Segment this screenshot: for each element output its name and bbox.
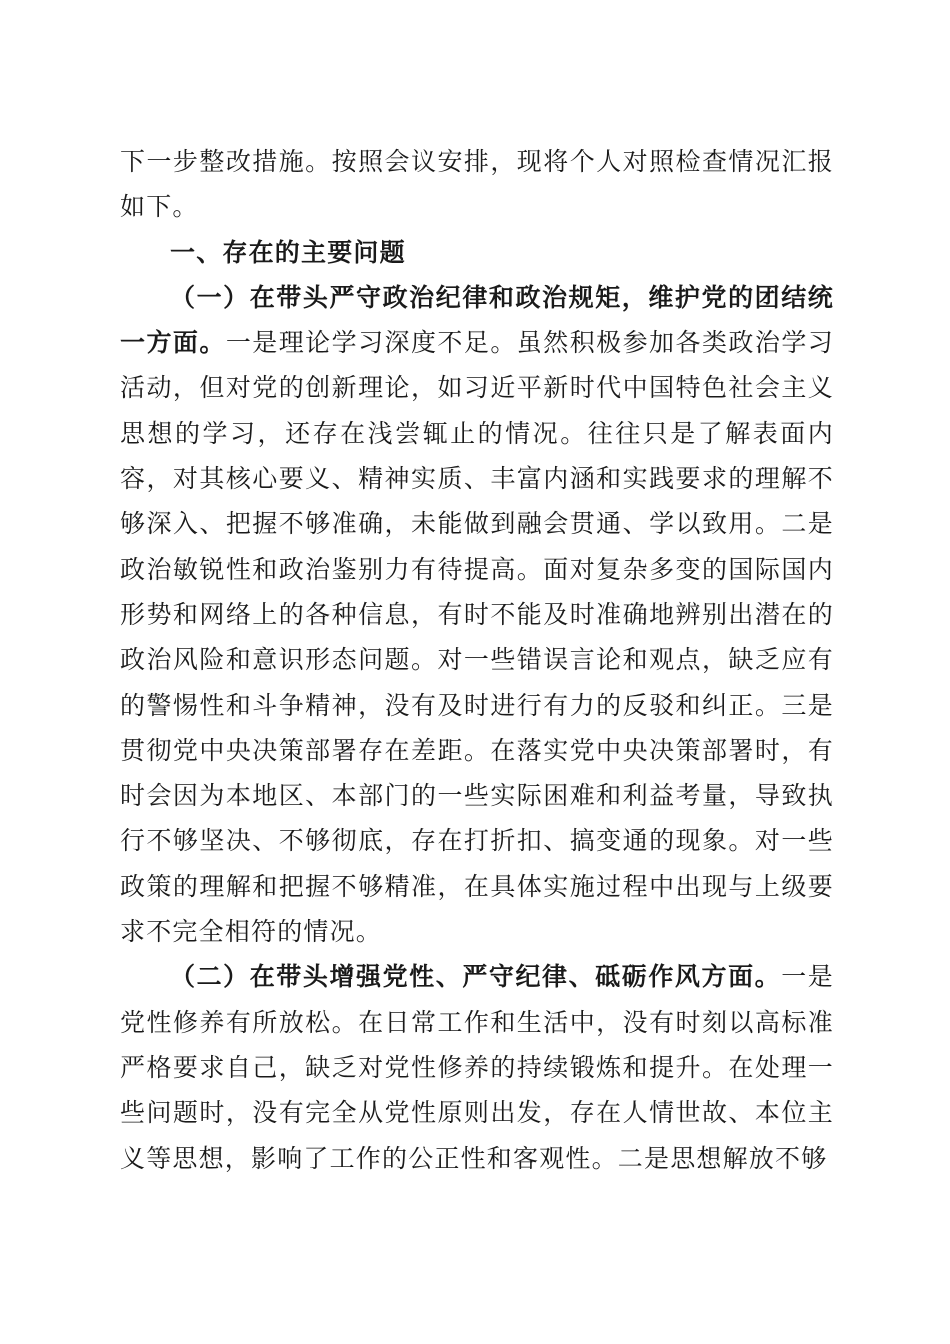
item-1-paragraph: [120, 275, 834, 954]
document-body: [120, 139, 834, 1181]
continuation-paragraph: 下一步整改措施。按照会议安排，现将个人对照检查情况汇报如下。: [120, 147, 834, 222]
section-heading-main-problems: 一、存在的主要问题: [170, 237, 406, 267]
item-2-paragraph: [120, 954, 834, 1180]
item-1-title: （一）在带头严守政治纪律和政治规矩，维护党的团结统一方面。: [120, 282, 834, 358]
item-2-body: 一是党性修养有所放松。在日常工作和生活中，没有时刻以高标准严格要求自己，缺乏对党性修养的持续锻炼和提升。在处理一些问题时，没有完全从党性原则出发，存在人情世故、本位主义等思想，影响了工作的公正性和客观性。二是思想解放不够: [120, 962, 834, 1173]
item-1-body: 一是理论学习深度不足。虽然积极参加各类政治学习活动，但对党的创新理论，如习近平新时代中国特色社会主义思想的学习，还存在浅尝辄止的情况。往往只是了解表面内容，对其核心要义、精神实质、丰富内涵和实践要求的理解不够深入、把握不够准确，未能做到融会贯通、学以致用。二是政治敏锐性和政治鉴别力有待提高。面对复杂多变的国际国内形势和网络上的各种信息，有时不能及时准确地辨别出潜在的政治风险和意识形态问题。对一些错误言论和观点，缺乏应有的警惕性和斗争精神，没有及时进行有力的反驳和纠正。三是贯彻党中央决策部署存在差距。在落实党中央决策部署时，有时会因为本地区、本部门的一些实际困难和利益考量，导致执行不够坚决、不够彻底，存在打折扣、搞变通的现象。对一些政策的理解和把握不够精准，在具体实施过程中出现与上级要求不完全相符的情况。: [120, 328, 834, 947]
item-2-title: （二）在带头增强党性、严守纪律、砥砺作风方面。: [170, 962, 782, 992]
